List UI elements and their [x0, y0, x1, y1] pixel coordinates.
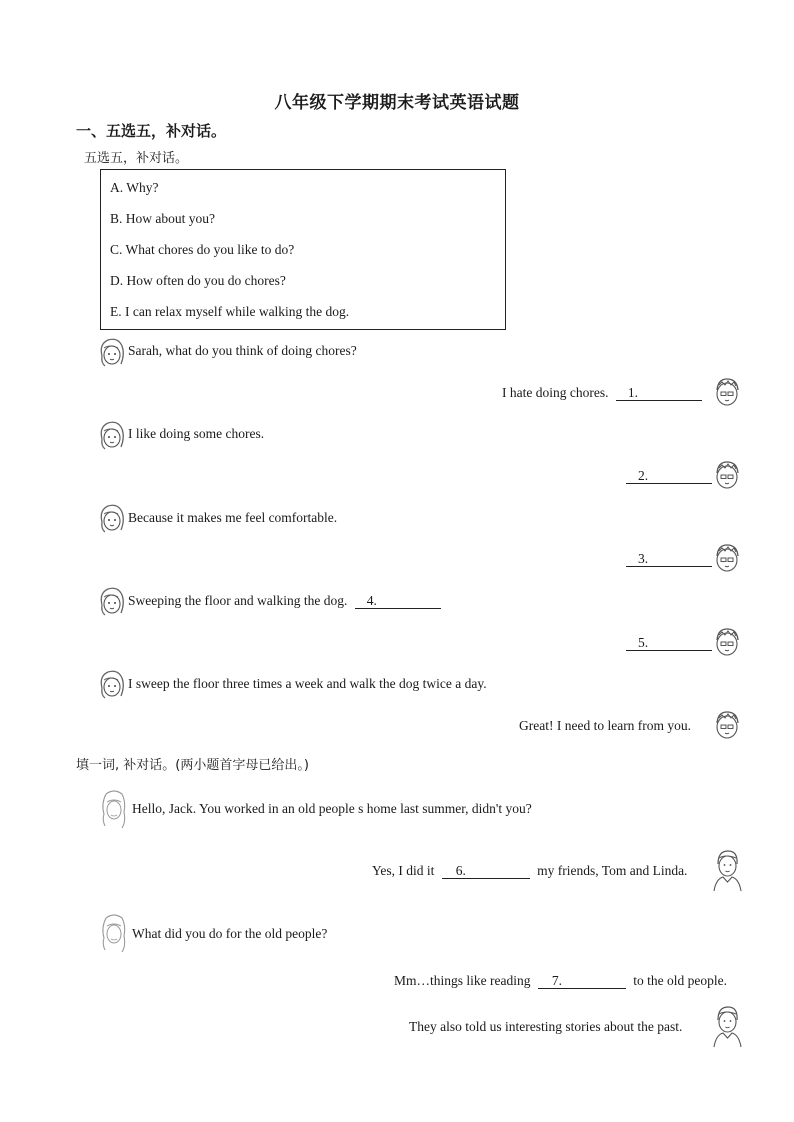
dialogue-text: Yes, I did it [372, 863, 435, 878]
section-instruction: 五选五，补对话。 [84, 151, 189, 166]
option-d: D. How often do you do chores? [110, 273, 286, 288]
man-avatar-icon [710, 1004, 744, 1048]
dialogue-text: to the old people. [633, 973, 727, 988]
boy-avatar-icon [712, 376, 742, 410]
dialogue-text: my friends, Tom and Linda. [537, 863, 688, 878]
man-avatar-icon [710, 848, 744, 892]
boy-avatar-icon [712, 542, 742, 576]
dialogue-line [128, 593, 441, 609]
answer-blank[interactable]: 4. [355, 594, 441, 609]
dialogue-line: Because it makes me feel comfortable. [128, 510, 338, 525]
girl-avatar-icon [96, 502, 126, 536]
dialogue-line: Great! I need to learn from you. [519, 718, 692, 733]
girl-avatar-icon [96, 668, 126, 702]
dialogue-line: Sarah, what do you think of doing chores? [128, 343, 357, 358]
dialogue-line: I like doing some chores. [128, 426, 265, 441]
dialogue-text: Sweeping the floor and walking the dog. [128, 593, 348, 608]
answer-blank[interactable]: 7. [538, 974, 626, 989]
answer-blank[interactable]: 3. [626, 552, 712, 567]
boy-avatar-icon [712, 459, 742, 493]
section-heading: 一、五选五，补对话。 [76, 122, 227, 140]
dialogue-line [394, 973, 727, 989]
page-title: 八年级下学期期末考试英语试题 [274, 93, 520, 113]
dialogue-line: They also told us interesting stories about the past. [409, 1019, 683, 1034]
options-box [100, 169, 506, 330]
answer-blank[interactable]: 1. [616, 386, 702, 401]
option-c: C. What chores do you like to do? [110, 242, 295, 257]
boy-avatar-icon [712, 626, 742, 660]
option-b: B. How about you? [110, 211, 215, 226]
dialogue-line [372, 863, 687, 879]
dialogue-line [502, 385, 702, 401]
girl-avatar-icon [96, 336, 126, 370]
woman-avatar-icon [96, 788, 130, 832]
dialogue-text: I hate doing chores. [502, 385, 609, 400]
answer-blank[interactable]: 2. [626, 469, 712, 484]
option-a: A. Why? [110, 180, 159, 195]
dialogue-line: I sweep the floor three times a week and walk the dog twice a day. [128, 676, 487, 691]
dialogue-line [626, 468, 712, 484]
dialogue-text: Mm…things like reading [394, 973, 531, 988]
answer-blank[interactable]: 6. [442, 864, 530, 879]
boy-avatar-icon [712, 709, 742, 743]
woman-avatar-icon [96, 912, 130, 956]
girl-avatar-icon [96, 585, 126, 619]
dialogue-line: Hello, Jack. You worked in an old people s home last summer, didn't you? [132, 801, 532, 816]
dialogue-line: What did you do for the old people? [132, 926, 328, 941]
dialogue-line [626, 551, 712, 567]
girl-avatar-icon [96, 419, 126, 453]
section-instruction: 填一词, 补对话。(两小题首字母已给出。) [76, 758, 309, 773]
option-e: E. I can relax myself while walking the dog. [110, 304, 350, 319]
dialogue-line [626, 635, 712, 651]
answer-blank[interactable]: 5. [626, 636, 712, 651]
